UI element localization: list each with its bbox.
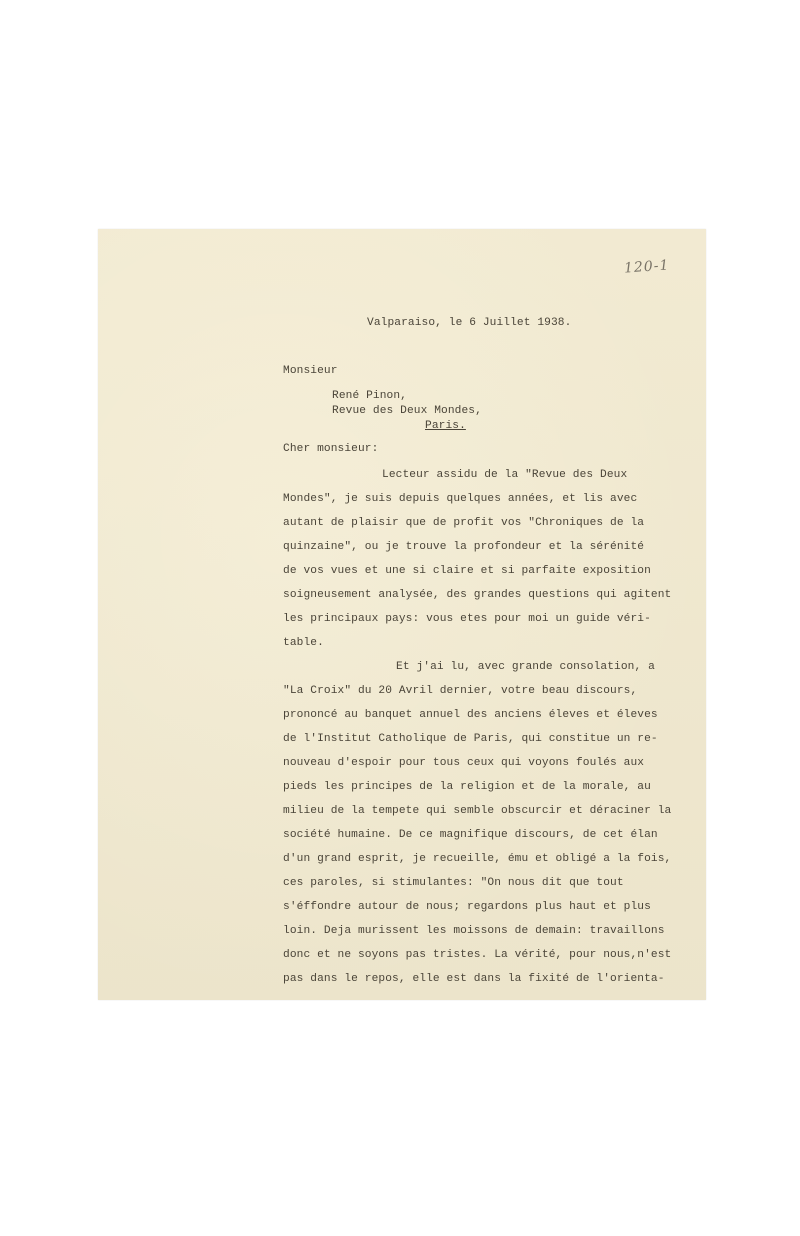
address-line-publication: Revue des Deux Mondes, [332,405,482,417]
letter-sheet [98,229,706,1000]
recipient-title: Monsieur [283,365,338,377]
paragraph-2-line: "La Croix" du 20 Avril dernier, votre beau discours, [283,685,638,697]
paragraph-2-line: de l'Institut Catholique de Paris, qui constitue un re- [283,733,658,745]
paragraph-1-line: autant de plaisir que de profit vos "Chroniques de la [283,517,645,529]
paragraph-2-line: donc et ne soyons pas tristes. La vérité, pour nous,n'est [283,949,672,961]
paragraph-2-line: pieds les principes de la religion et de la morale, au [283,781,651,793]
address-line-name: René Pinon, [332,390,407,402]
date-line: Valparaiso, le 6 Juillet 1938. [367,317,572,329]
paragraph-1-line: Mondes", je suis depuis quelques années, et lis avec [283,493,638,505]
address-line-city: Paris. [425,420,466,432]
paragraph-2-line: ces paroles, si stimulantes: "On nous dit que tout [283,877,624,889]
paragraph-2-line: société humaine. De ce magnifique discours, de cet élan [283,829,658,841]
paragraph-1-line: quinzaine", ou je trouve la profondeur et la sérénité [283,541,645,553]
archive-number-annotation: 120-1 [623,257,670,277]
paragraph-1-line: de vos vues et une si claire et si parfaite exposition [283,565,651,577]
paragraph-1-line: les principaux pays: vous etes pour moi un guide véri- [283,613,651,625]
paragraph-1-line: soigneusement analysée, des grandes questions qui agitent [283,589,672,601]
paragraph-2-line: s'éffondre autour de nous; regardons plus haut et plus [283,901,651,913]
greeting: Cher monsieur: [283,443,379,455]
paragraph-1-line: Lecteur assidu de la "Revue des Deux [382,469,628,481]
paragraph-2-line: loin. Deja murissent les moissons de demain: travaillons [283,925,665,937]
paragraph-2-line: Et j'ai lu, avec grande consolation, a [396,661,655,673]
paragraph-2-line: d'un grand esprit, je recueille, ému et obligé a la fois, [283,853,672,865]
paragraph-2-line: prononcé au banquet annuel des anciens éleves et éleves [283,709,658,721]
paragraph-2-line: milieu de la tempete qui semble obscurcir et déraciner la [283,805,672,817]
paragraph-1-line: table. [283,637,324,649]
paragraph-2-line: nouveau d'espoir pour tous ceux qui voyons foulés aux [283,757,645,769]
paragraph-2-line: pas dans le repos, elle est dans la fixité de l'orienta- [283,973,665,985]
